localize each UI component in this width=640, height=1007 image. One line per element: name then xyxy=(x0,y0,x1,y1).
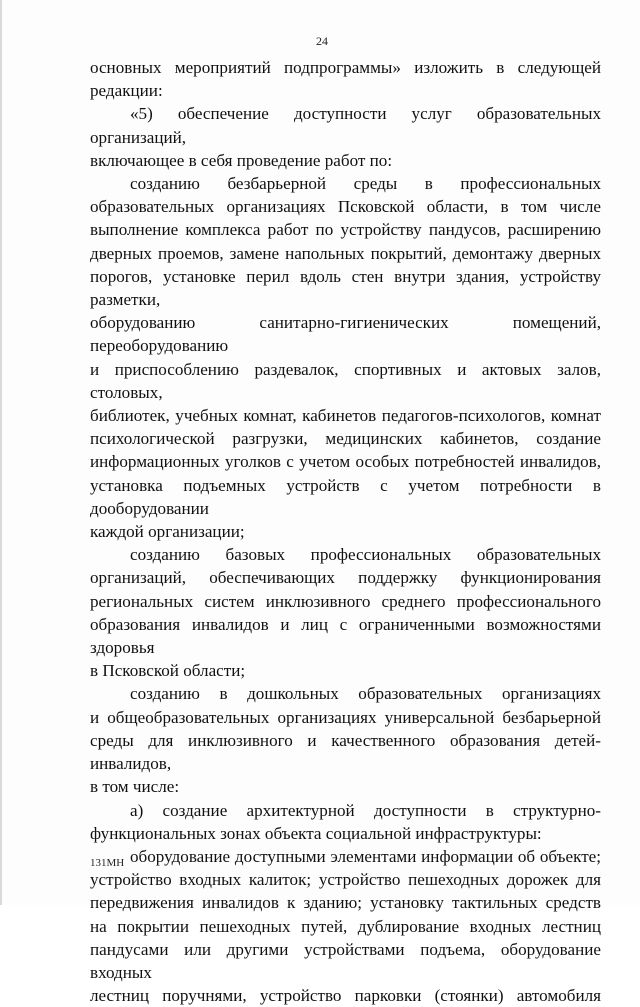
text-line: включающее в себя проведение работ по: xyxy=(90,150,393,170)
text-line: информационных уголков с учетом особых потребностей инвалидов, xyxy=(90,452,601,472)
text-line: передвижения инвалидов к зданию; установку тактильных средств xyxy=(90,893,601,913)
text-line: созданию базовых профессиональных образовательных xyxy=(130,545,601,565)
text-line: и приспособлению раздевалок, спортивных и актовых залов, столовых, xyxy=(90,359,601,402)
text-line: оборудованию санитарно-гигиенических помещений, переоборудованию xyxy=(90,313,601,356)
text-line: психологической разгрузки, медицинских кабинетов, создание xyxy=(90,429,601,449)
text-line: созданию безбарьерной среды в профессиональных xyxy=(130,174,601,194)
text-line: установка подъемных устройств с учетом потребности в дооборудовании xyxy=(90,475,601,518)
text-line: «5) обеспечение доступности услуг образовательных организаций, xyxy=(90,104,601,147)
text-line: оборудование доступными элементами информации об объекте; xyxy=(130,846,601,866)
text-line: лестниц поручнями, устройство парковки (стоянки) автомобиля xyxy=(90,986,601,1006)
document-code: 131МН xyxy=(90,857,125,869)
text-line: на покрытии пешеходных путей, дублирование входных лестниц xyxy=(90,916,601,936)
document-body xyxy=(90,56,601,1007)
text-line: и общеобразовательных организациях универсальной безбарьерной xyxy=(90,707,601,727)
text-line: в том числе: xyxy=(90,777,180,797)
text-line: организаций, обеспечивающих поддержку функционирования xyxy=(90,568,601,588)
text-line: библиотек, учебных комнат, кабинетов педагогов-психологов, комнат xyxy=(90,406,601,426)
text-line: функциональных зонах объекта социальной инфраструктуры: xyxy=(90,823,542,843)
text-line: каждой организации; xyxy=(90,522,245,542)
text-line: выполнение комплекса работ по устройству пандусов, расширению xyxy=(90,220,601,240)
text-line: среды для инклюзивного и качественного образования детей-инвалидов, xyxy=(90,730,601,774)
text-line: пандусами или другими устройствами подъема, оборудование входных xyxy=(90,939,601,982)
text-line: образования инвалидов и лиц с ограниченными возможностями здоровья xyxy=(90,614,601,658)
text-line: а) создание архитектурной доступности в структурно- xyxy=(130,800,601,820)
text-line: редакции: xyxy=(90,81,163,101)
page-number: 24 xyxy=(316,34,328,48)
text-line: региональных систем инклюзивного среднего профессионального xyxy=(90,591,601,611)
text-line: порогов, установке перил вдоль стен внутри здания, устройству разметки, xyxy=(90,266,601,310)
text-line: дверных проемов, замене напольных покрытий, демонтажу дверных xyxy=(90,243,601,263)
text-line: образовательных организациях Псковской области, в том числе xyxy=(90,197,601,217)
text-line: созданию в дошкольных образовательных организациях xyxy=(130,684,601,704)
text-line: основных мероприятий подпрограммы» изложить в следующей xyxy=(90,58,601,77)
text-line: устройство входных калиток; устройство пешеходных дорожек для xyxy=(90,870,601,890)
text-line: в Псковской области; xyxy=(90,661,246,681)
